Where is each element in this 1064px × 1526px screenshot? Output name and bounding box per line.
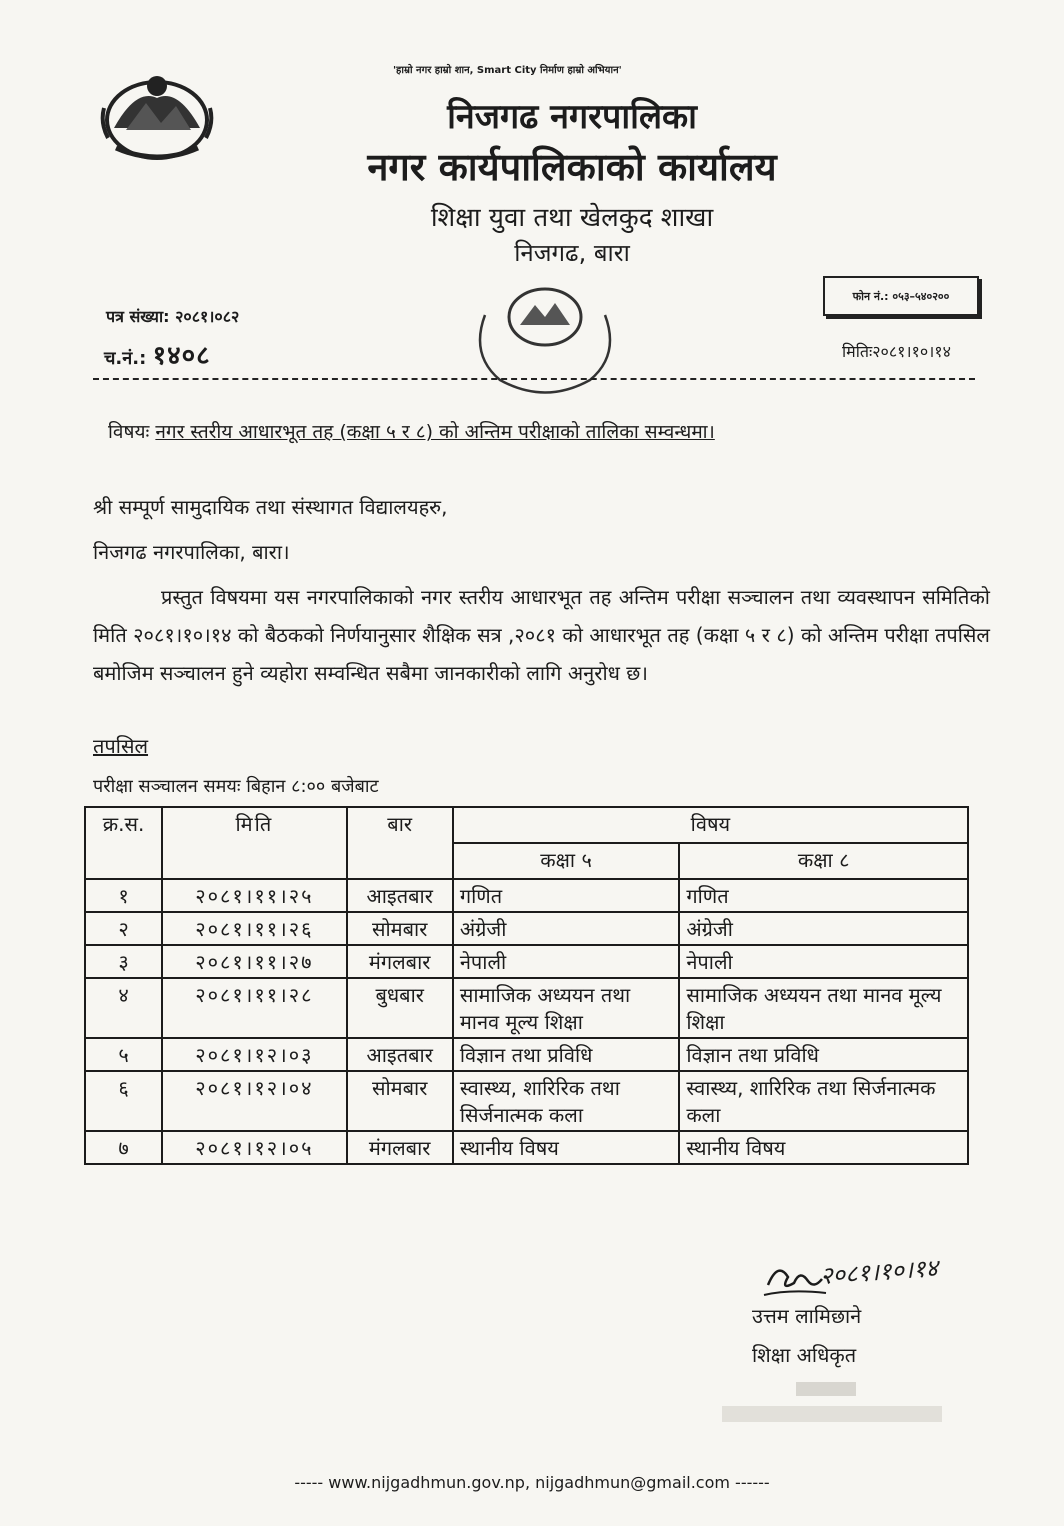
row-date: २०८१।१२।०४ (162, 1071, 346, 1131)
body-paragraph: प्रस्तुत विषयमा यस नगरपालिकाको नगर स्तरीय आधारभूत तह अन्तिम परीक्षा सञ्चालन तथा व्यवस्थापन समितिको मिति २०८१।१०।१४ को बैठकको निर्णयानुसार शैक्षिक सत्र ,२०८१ को आधारभूत तह (कक्षा ५ र ८) को अन्तिम परीक्षा तपसिल बमोजिम सञ्चालन हुने व्यहोरा सम्वन्धित सबैमा जानकारीको लागि अनुरोध छ। (93, 585, 990, 685)
table-row (85, 879, 968, 912)
table-row (85, 912, 968, 945)
subject-label: विषयः (108, 421, 150, 443)
signer-title: शिक्षा अधिकृत (752, 1343, 857, 1367)
addressee-line-2: निजगढ नगरपालिका, बारा। (93, 540, 290, 564)
table-row (85, 978, 968, 1038)
letter-date: मितिः२०८१।१०।१४ (842, 342, 951, 361)
office-stamp (440, 245, 650, 419)
row-sn: ६ (85, 1071, 162, 1131)
row-class-5-subject: स्थानीय विषय (453, 1131, 680, 1164)
row-class-8-subject: नेपाली (679, 945, 968, 978)
reference-label: पत्र संख्या: (106, 307, 170, 326)
row-sn: २ (85, 912, 162, 945)
reference-number (106, 305, 239, 327)
row-class-5-subject: नेपाली (453, 945, 680, 978)
exam-schedule-table (84, 806, 969, 1165)
row-day: आइतबार (347, 879, 453, 912)
row-class-8-subject: स्वास्थ्य, शारिरिक तथा सिर्जनात्मक कला (679, 1071, 968, 1131)
row-class-5-subject: गणित (453, 879, 680, 912)
row-day: मंगलबार (347, 945, 453, 978)
branch-name: शिक्षा युवा तथा खेलकुद शाखा (430, 203, 714, 233)
phone-number: फोन नं.: ०५३–५४०२०० (852, 289, 950, 303)
slogan: 'हाम्रो नगर हाम्रो शान, Smart City निर्माण हाम्रो अभियान' (393, 65, 622, 76)
subject-line (108, 418, 715, 444)
header-divider (93, 378, 975, 380)
table-row (85, 1131, 968, 1164)
row-date: २०८१।११।२६ (162, 912, 346, 945)
header-sn: क्र.स. (85, 807, 162, 879)
schedule-heading: तपसिल (93, 734, 149, 758)
office-location: निजगढ, बारा (514, 239, 630, 267)
row-date: २०८१।११।२५ (162, 879, 346, 912)
table-row (85, 945, 968, 978)
header-class-8: कक्षा ८ (679, 843, 968, 879)
row-class-5-subject: स्वास्थ्य, शारिरिक तथा सिर्जनात्मक कला (453, 1071, 680, 1131)
row-date: २०८१।१२।०५ (162, 1131, 346, 1164)
dispatch-label: च.नं.: (104, 348, 147, 369)
reference-value: २०८१।०८२ (175, 307, 240, 326)
row-class-5-subject: सामाजिक अध्ययन तथा मानव मूल्य शिक्षा (453, 978, 680, 1038)
row-class-8-subject: गणित (679, 879, 968, 912)
exam-time: परीक्षा सञ्चालन समयः बिहान ८:०० बजेबाट (93, 776, 379, 797)
table-row (85, 1038, 968, 1071)
signature-date: २०८१।१०।१४ (819, 1253, 939, 1291)
faded-stamp (720, 1380, 960, 1430)
row-class-8-subject: सामाजिक अध्ययन तथा मानव मूल्य शिक्षा (679, 978, 968, 1038)
header-day: बार (347, 807, 453, 879)
row-class-8-subject: अंग्रेजी (679, 912, 968, 945)
table-row (85, 1071, 968, 1131)
row-sn: ५ (85, 1038, 162, 1071)
row-date: २०८१।११।२७ (162, 945, 346, 978)
dispatch-number (104, 336, 211, 372)
row-day: बुधबार (347, 978, 453, 1038)
row-day: सोमबार (347, 1071, 453, 1131)
office-name: नगर कार्यपालिकाको कार्यालय (367, 145, 777, 189)
header-subject: विषय (453, 807, 968, 843)
dispatch-value: १४०८ (152, 341, 211, 371)
row-sn: १ (85, 879, 162, 912)
row-sn: ७ (85, 1131, 162, 1164)
row-class-8-subject: विज्ञान तथा प्रविधि (679, 1038, 968, 1071)
row-day: आइतबार (347, 1038, 453, 1071)
signer-name: उत्तम लामिछाने (752, 1304, 862, 1328)
row-sn: ४ (85, 978, 162, 1038)
subject-text: नगर स्तरीय आधारभूत तह (कक्षा ५ र ८) को अन्तिम परीक्षाको तालिका सम्वन्धमा। (155, 421, 715, 443)
row-day: मंगलबार (347, 1131, 453, 1164)
row-day: सोमबार (347, 912, 453, 945)
row-class-5-subject: विज्ञान तथा प्रविधि (453, 1038, 680, 1071)
header-class-5: कक्षा ५ (453, 843, 680, 879)
row-date: २०८१।१२।०३ (162, 1038, 346, 1071)
row-class-8-subject: स्थानीय विषय (679, 1131, 968, 1164)
phone-number-box (823, 276, 979, 316)
addressee-line-1: श्री सम्पूर्ण सामुदायिक तथा संस्थागत विद्यालयहरु, (93, 495, 448, 519)
org-name: निजगढ नगरपालिका (447, 97, 697, 137)
footer-contact: ----- www.nijgadhmun.gov.np, nijgadhmun@gmail.com ------ (294, 1473, 770, 1492)
header-date: मिति (162, 807, 346, 879)
row-sn: ३ (85, 945, 162, 978)
row-date: २०८१।११।२८ (162, 978, 346, 1038)
row-class-5-subject: अंग्रेजी (453, 912, 680, 945)
